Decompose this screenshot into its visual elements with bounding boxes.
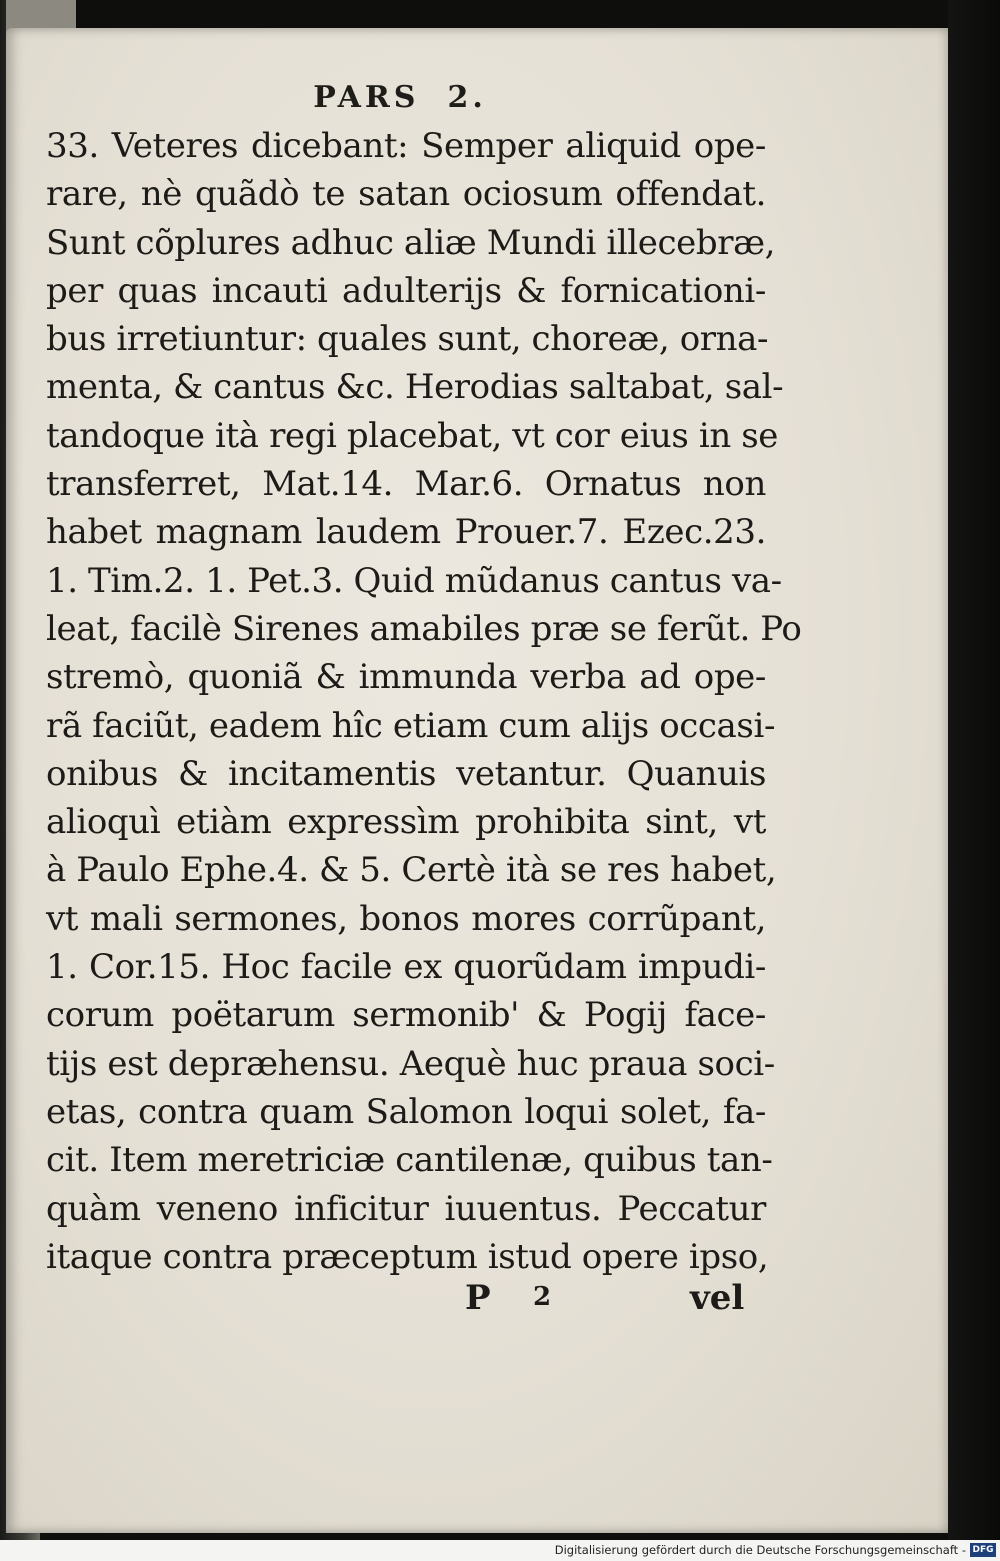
text-line: stremò, quoniã & immunda verba ad ope- (46, 657, 766, 698)
text-line: quàm veneno inficitur iuuentus. Peccatur (46, 1188, 766, 1229)
running-header-title: PARS (313, 80, 420, 115)
footer-credit: Digitalisierung gefördert durch die Deutsche Forschungsgemeinschaft - (554, 1543, 966, 1557)
text-line: cit. Item meretriciæ cantilenæ, quibus tan- (46, 1140, 773, 1181)
text-line: 33. Veteres dicebant: Semper aliquid ope- (46, 126, 766, 166)
text-line: rare, nè quãdò te satan ociosum offendat. (46, 174, 766, 215)
text-line: bus irretiuntur: quales sunt, choreæ, orna- (46, 319, 769, 360)
text-line: alioquì etiàm expressìm prohibita sint, vt (46, 802, 766, 843)
signature-mark: P (465, 1278, 491, 1318)
text-line: menta, & cantus &c. Herodias saltabat, sal- (46, 367, 784, 408)
scan-background-edge (948, 0, 1000, 1540)
dfg-logo: DFG (970, 1543, 996, 1557)
text-line: tandoque ità regi placebat, vt cor eius in se (46, 415, 779, 456)
text-line: Sunt cõplures adhuc aliæ Mundi illecebræ, (46, 222, 776, 263)
text-line: itaque contra præceptum istud opere ipso, (46, 1236, 769, 1277)
text-line: rã faciũt, eadem hîc etiam cum alijs occasi- (46, 705, 776, 746)
signature-number: 2 (533, 1282, 552, 1312)
text-line: leat, facilè Sirenes amabiles præ se ferũt. Po (46, 608, 802, 649)
text-line: 1. Cor.15. Hoc facile ex quorũdam impudi- (46, 947, 766, 988)
catchword: vel (690, 1278, 745, 1318)
running-header (0, 80, 800, 115)
body-text (46, 122, 802, 1281)
text-line: tijs est depræhensu. Aequè huc praua soci- (46, 1043, 775, 1084)
text-line: onibus & incitamentis vetantur. Quanuis (46, 753, 766, 794)
running-header-number: 2. (447, 80, 487, 115)
text-line: vt mali sermones, bonos mores corrũpant, (46, 898, 766, 939)
text-line: transferret, Mat.14. Mar.6. Ornatus non (46, 464, 766, 505)
text-line: 1. Tim.2. 1. Pet.3. Quid mũdanus cantus va- (46, 560, 782, 601)
text-line: corum poëtarum sermonib' & Pogij face- (46, 995, 766, 1036)
signature-line (465, 1278, 765, 1328)
text-line: etas, contra quam Salomon loqui solet, fa- (46, 1091, 766, 1132)
text-line: per quas incauti adulterijs & fornicationi- (46, 270, 766, 311)
text-line: à Paulo Ephe.4. & 5. Certè ità se res habet, (46, 850, 777, 891)
text-line: habet magnam laudem Prouer.7. Ezec.23. (46, 512, 766, 553)
digitization-footer (0, 1540, 1000, 1561)
